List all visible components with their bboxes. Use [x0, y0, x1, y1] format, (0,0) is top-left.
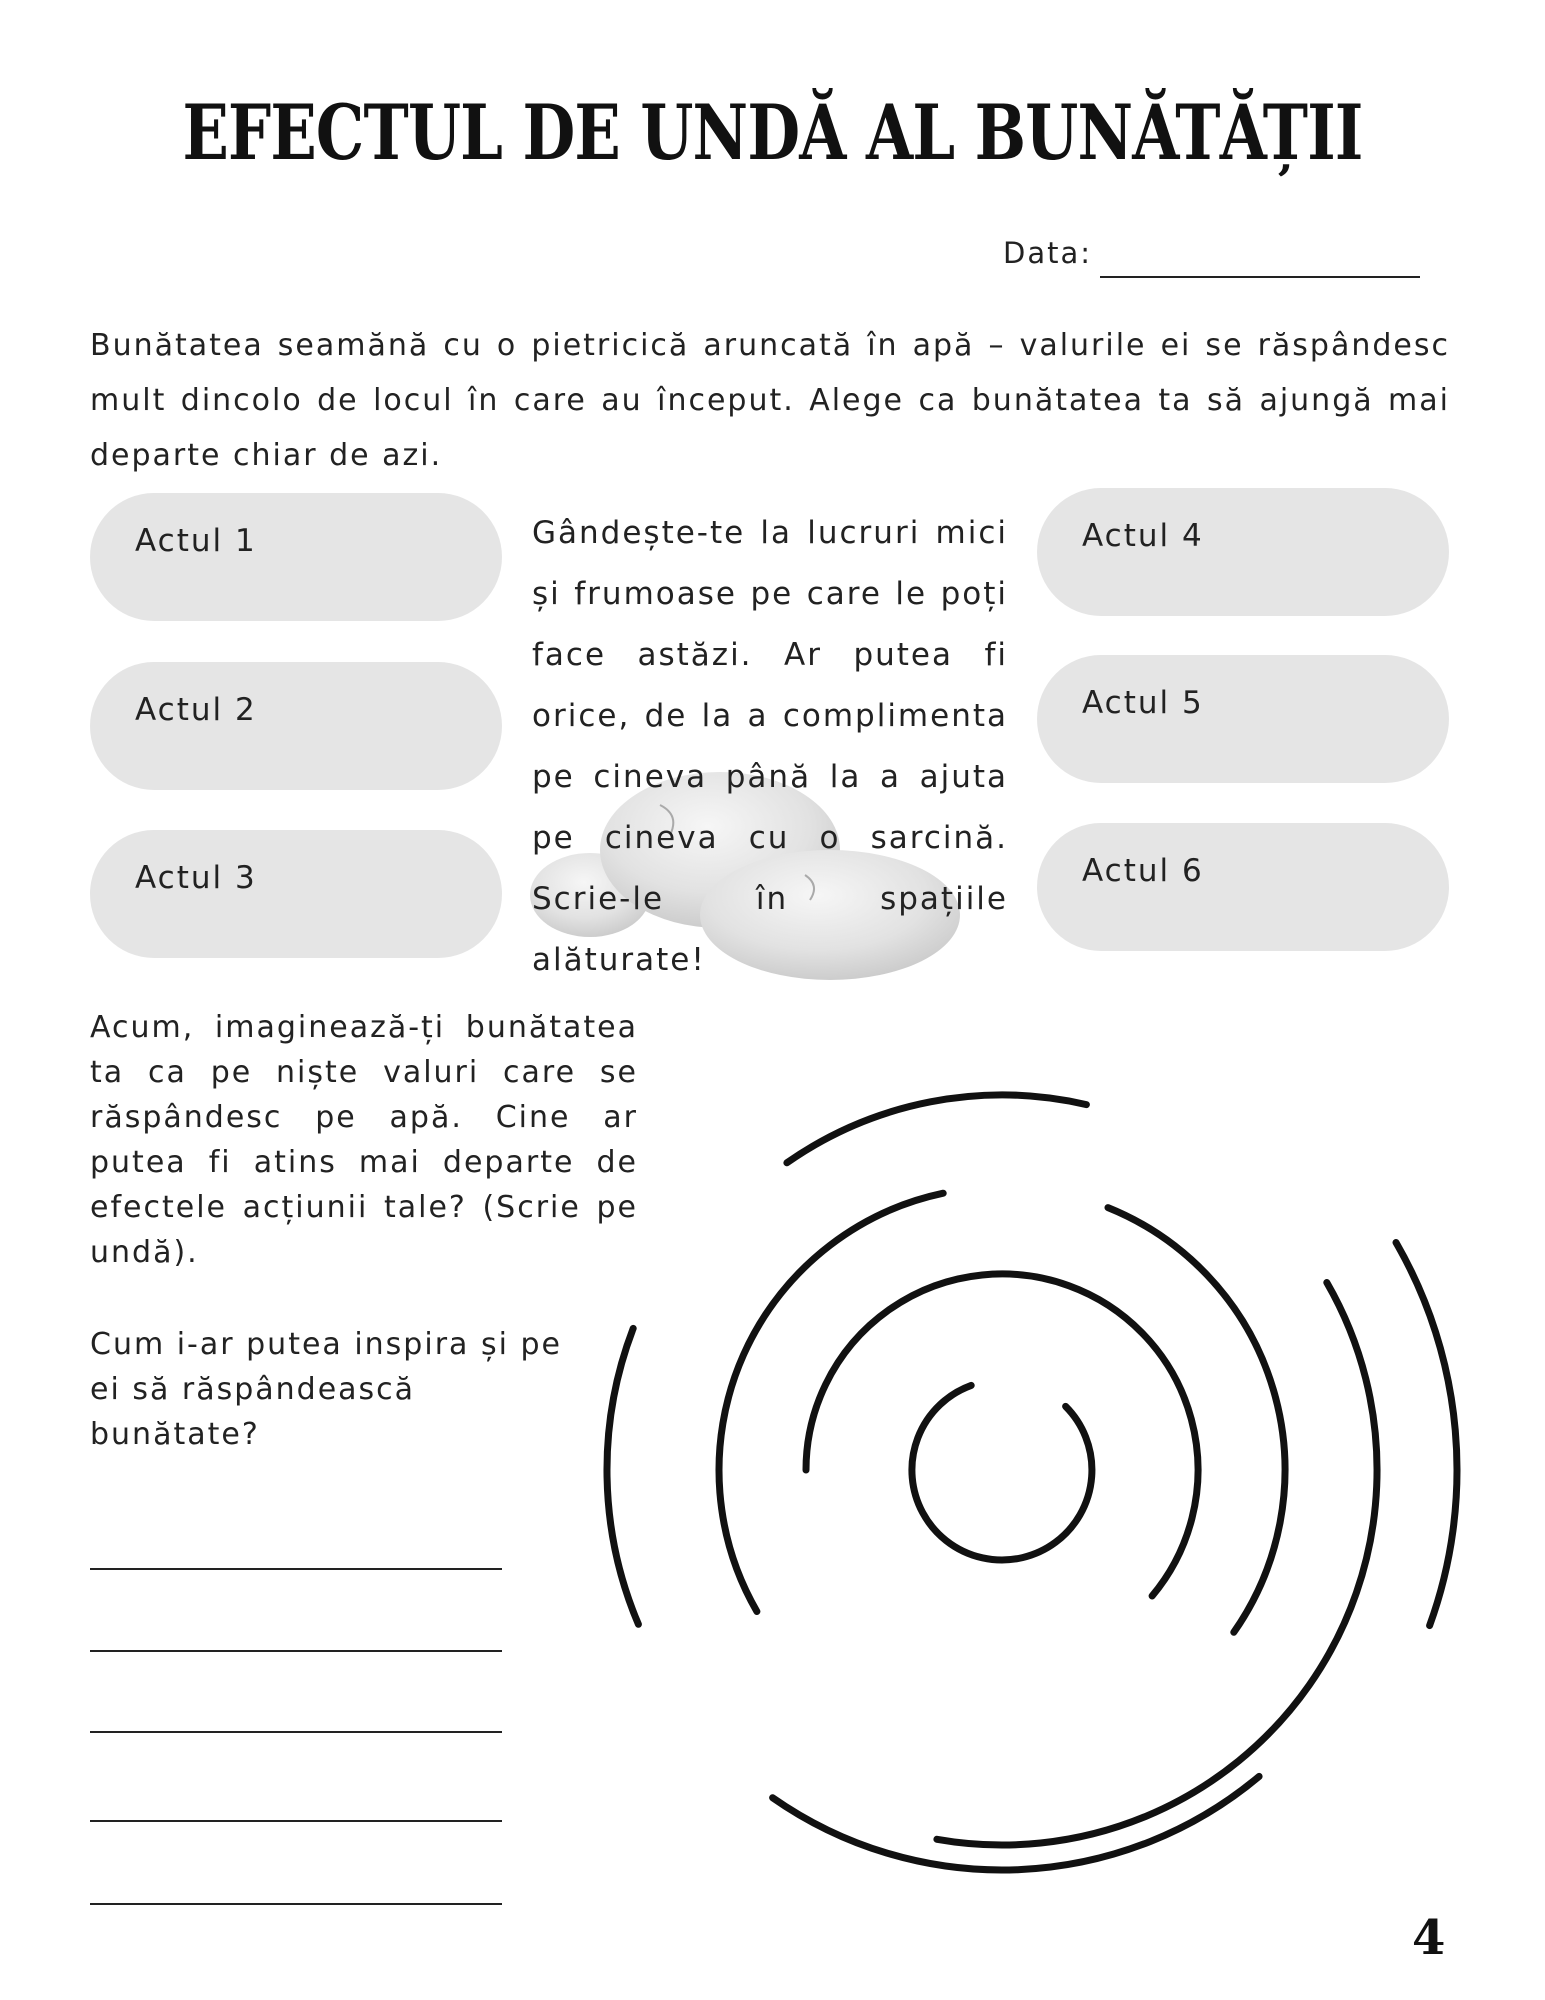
answer-line-1[interactable]	[90, 1568, 502, 1570]
act-2-box[interactable]	[90, 662, 502, 790]
intro-paragraph: Bunătatea seamănă cu o pietricică aruncată în apă – valurile ei se răspândesc mult dincolo de locul în care au început. Alege ca bunătatea ta să ajungă mai departe chiar de azi.	[90, 328, 1450, 473]
ripple-ring-4-arc-b[interactable]	[937, 1283, 1377, 1846]
ripple-ring-3-arc-a[interactable]	[719, 1193, 943, 1611]
act-4-box[interactable]	[1037, 488, 1449, 616]
ripple-ring-4-arc-a[interactable]	[787, 1095, 1087, 1163]
act-3-box[interactable]	[90, 830, 502, 958]
act-1-label: Actul 1	[135, 523, 257, 559]
date-label: Data:	[1003, 236, 1093, 270]
answer-line-5[interactable]	[90, 1903, 502, 1905]
question-ripple: Acum, imaginează-ți bunătatea ta ca pe niște valuri care se răspândesc pe apă. Cine ar putea fi atins mai departe de efectele acțiunii tale? (Scrie pe undă).	[90, 1010, 638, 1270]
act-2-label: Actul 2	[135, 692, 257, 728]
date-input-line[interactable]	[1100, 276, 1420, 278]
instructions-text: Gândește-te la lucruri mici și frumoase pe care le poți face astăzi. Ar putea fi orice, de la a complimenta pe cineva până la a ajuta pe cineva cu o sarcină. Scrie-le în spațiile alăturate!	[532, 515, 1008, 978]
ripple-ring-5-arc-a[interactable]	[607, 1328, 638, 1624]
ripple-ring-5-arc-b[interactable]	[1396, 1243, 1457, 1626]
page-number: 4	[1412, 1910, 1446, 1966]
act-6-box[interactable]	[1037, 823, 1449, 951]
ripple-rings[interactable]	[560, 1020, 1500, 1960]
act-1-box[interactable]	[90, 493, 502, 621]
act-6-label: Actul 6	[1082, 853, 1204, 889]
answer-line-3[interactable]	[90, 1731, 502, 1733]
ripple-ring-3-arc-b[interactable]	[1108, 1208, 1285, 1633]
act-4-label: Actul 4	[1082, 518, 1204, 554]
answer-line-4[interactable]	[90, 1820, 502, 1822]
ripple-ring-2[interactable]	[806, 1274, 1198, 1596]
ripple-ring-5-arc-c[interactable]	[773, 1776, 1260, 1870]
act-5-label: Actul 5	[1082, 685, 1204, 721]
answer-line-2[interactable]	[90, 1650, 502, 1652]
ripple-ring-1[interactable]	[912, 1385, 1092, 1560]
act-5-box[interactable]	[1037, 655, 1449, 783]
page-title: EFECTUL DE UNDĂ AL BUNĂTĂȚII	[182, 88, 1363, 177]
question-inspire: Cum i-ar putea inspira și pe ei să răspândească bunătate?	[90, 1327, 562, 1452]
act-3-label: Actul 3	[135, 860, 257, 896]
